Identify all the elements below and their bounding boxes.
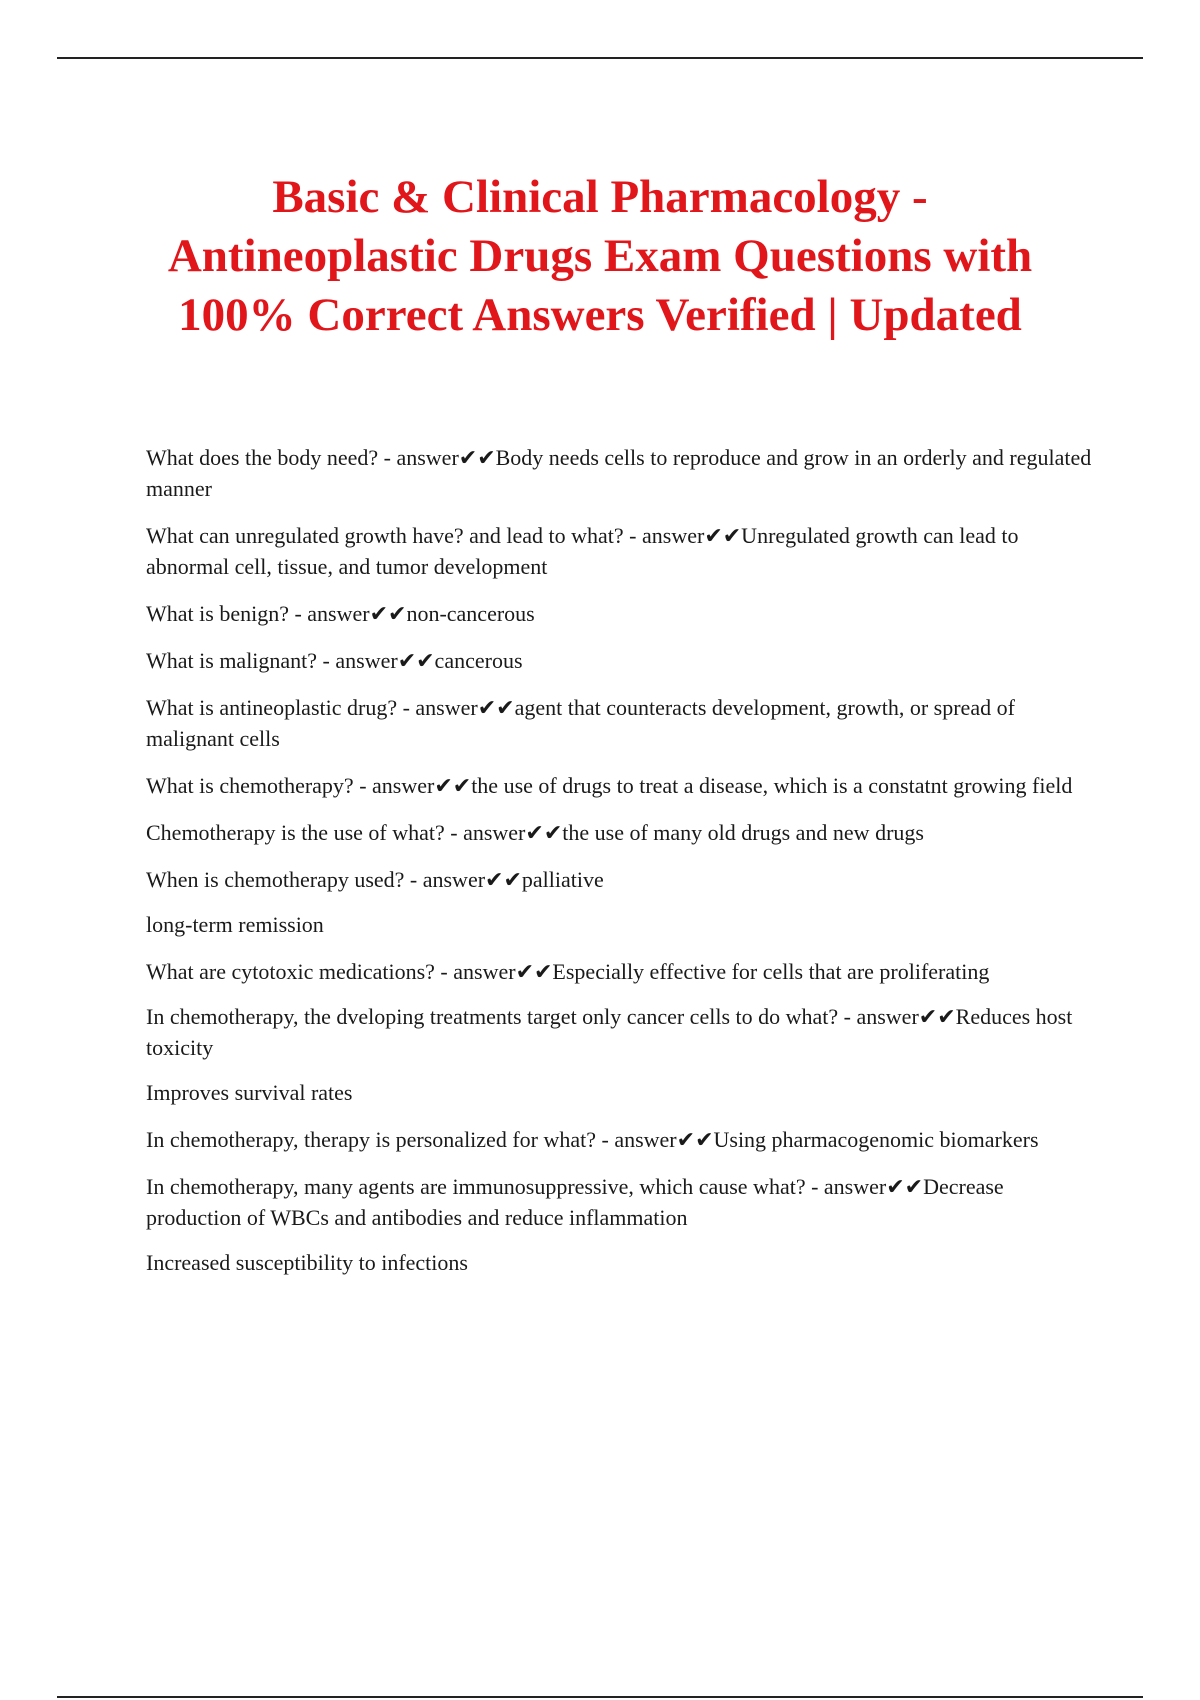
qa-item-malignant: What is malignant? - answer✔✔cancerous — [146, 648, 523, 673]
title-line-1: Basic & Clinical Pharmacology - — [272, 171, 928, 223]
qa-item-unregulated-growth: What can unregulated growth have? and lead to what? - answer✔✔Unregulated growth can lead to abnormal cell, tissue, and tumor development — [146, 523, 1019, 579]
qa-item-targeted-treatment: In chemotherapy, the dveloping treatments target only cancer cells to do what? - answer✔✔Reduces host toxicity — [146, 1004, 1073, 1060]
qa-item-body-need: What does the body need? - answer✔✔Body needs cells to reproduce and grow in an orderly and regulated manner — [146, 445, 1092, 501]
qa-item-chemotherapy: What is chemotherapy? - answer✔✔the use of drugs to treat a disease, which is a constatnt growing field — [146, 773, 1073, 798]
top-rule — [57, 57, 1143, 59]
qa-item-benign: What is benign? - answer✔✔non-cancerous — [146, 601, 535, 626]
qa-continuation-infections: Increased susceptibility to infections — [146, 1250, 468, 1275]
qa-item-antineoplastic-drug: What is antineoplastic drug? - answer✔✔agent that counteracts development, growth, or spread of malignant cells — [146, 695, 1015, 751]
qa-list — [146, 442, 1096, 1294]
title-line-2: Antineoplastic Drugs Exam Questions with — [167, 230, 1033, 282]
qa-item-cytotoxic: What are cytotoxic medications? - answer✔✔Especially effective for cells that are proliferating — [146, 959, 990, 984]
qa-continuation-remission: long-term remission — [146, 912, 324, 937]
qa-item-chemotherapy-when: When is chemotherapy used? - answer✔✔palliative — [146, 867, 604, 892]
qa-item-personalized: In chemotherapy, therapy is personalized for what? - answer✔✔Using pharmacogenomic biomarkers — [146, 1127, 1039, 1152]
qa-continuation-survival: Improves survival rates — [146, 1080, 353, 1105]
bottom-rule — [57, 1696, 1143, 1698]
qa-item-immunosuppressive: In chemotherapy, many agents are immunosuppressive, which cause what? - answer✔✔Decrease production of WBCs and antibodies and reduce inflammation — [146, 1174, 1004, 1230]
title-line-3: 100% Correct Answers Verified | Updated — [178, 289, 1022, 341]
qa-item-chemotherapy-use: Chemotherapy is the use of what? - answer✔✔the use of many old drugs and new drugs — [146, 820, 924, 845]
document-title — [100, 168, 1100, 345]
